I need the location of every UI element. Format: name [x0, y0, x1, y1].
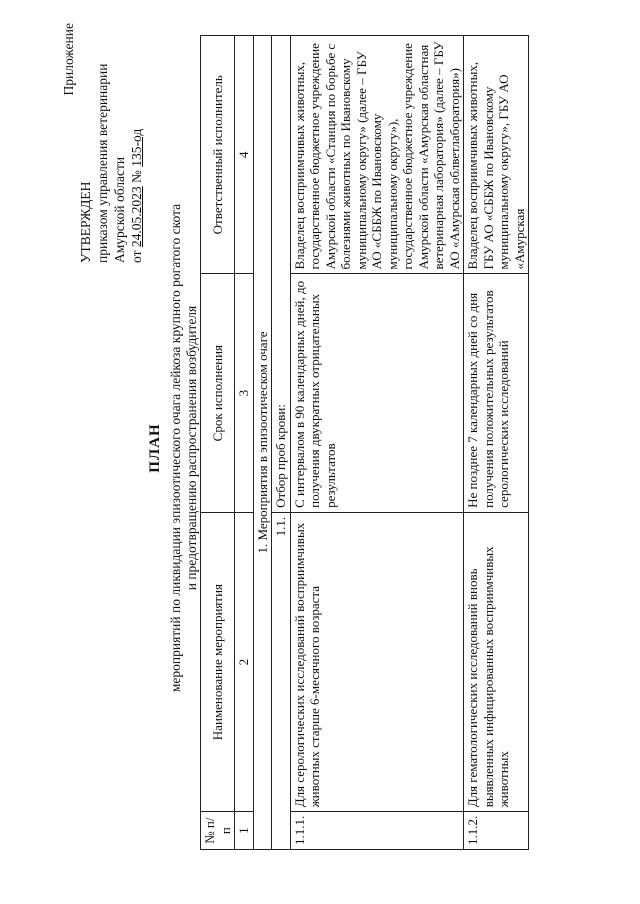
row-term: Не позднее 7 календарных дней со дня получения положительных результатов серологических исследований: [464, 274, 529, 512]
row-num: 1.1.1.: [290, 812, 464, 850]
colnum-1: 1: [235, 812, 254, 850]
subsection-title: Отбор проб крови:: [272, 36, 291, 513]
column-number-row: [235, 36, 254, 850]
row-resp: Владелец восприимчивых животных, ГБУ АО «СББЖ по Ивановскому муниципальному округу», ГБУ АО «Амурская: [464, 36, 529, 274]
row-name: Для гематологических исследований вновь выявленных инфицированных восприимчивых животных: [464, 512, 529, 811]
plan-table: [200, 35, 529, 850]
plan-heading: ПЛАН: [147, 423, 163, 473]
plan-subtitle-1: мероприятий по ликвидации эпизоотического очага лейкоза крупного рогатого скота: [168, 203, 183, 693]
number-prefix: №: [129, 166, 144, 187]
approval-line-1: приказом управления ветеринарии: [95, 63, 110, 263]
approval-date: 24.05.2023: [129, 186, 144, 248]
row-name: Для серологических исследований восприимчивых животных старше 6-месячного возраста: [290, 512, 464, 811]
approved-label: УТВЕРЖДЕН: [78, 181, 93, 263]
header-term: Срок исполнения: [201, 274, 235, 512]
row-resp: Владелец восприимчивых животных, государственное бюджетное учреждение Амурской области «Станция по борьбе с болезнями животных по Ивановскому муниципальному округу» (далее – ГБУ АО «СББЖ по Ивановскому муниципальному округу»), государственное бюджетное учреждение Амурской области «Амурская областная ветеринарная лаборатория» (далее – ГБУ АО «Амурская облветлаборатория»): [290, 36, 464, 274]
table-header-row: [201, 36, 235, 850]
subsection-num: 1.1.: [272, 512, 291, 849]
document-page: [22, 8, 622, 888]
table-row: [290, 36, 464, 850]
colnum-3: 3: [235, 274, 254, 512]
section-title: 1. Мероприятия в эпизоотическом очаге: [253, 36, 272, 850]
header-num: № п/п: [201, 812, 235, 850]
row-term: С интервалом в 90 календарных дней, до получения двукратных отрицательных результатов: [290, 274, 464, 512]
header-name: Наименование мероприятия: [201, 512, 235, 811]
plan-subtitle-2: и предотвращению распространения возбудителя: [184, 305, 199, 591]
document-title: [147, 128, 200, 768]
colnum-2: 2: [235, 512, 254, 811]
table-row: [464, 36, 529, 850]
approval-stamp: [60, 23, 145, 263]
approval-line-2: Амурской области: [112, 156, 127, 263]
row-num: 1.1.2.: [464, 812, 529, 850]
date-prefix: от: [129, 247, 144, 263]
header-resp: Ответственный исполнитель: [201, 36, 235, 274]
approval-number: 135-од: [129, 128, 144, 167]
section-row: [253, 36, 272, 850]
colnum-4: 4: [235, 36, 254, 274]
approval-date-line: [128, 23, 145, 263]
appendix-label: Приложение: [61, 23, 76, 96]
subsection-row: [272, 36, 291, 850]
